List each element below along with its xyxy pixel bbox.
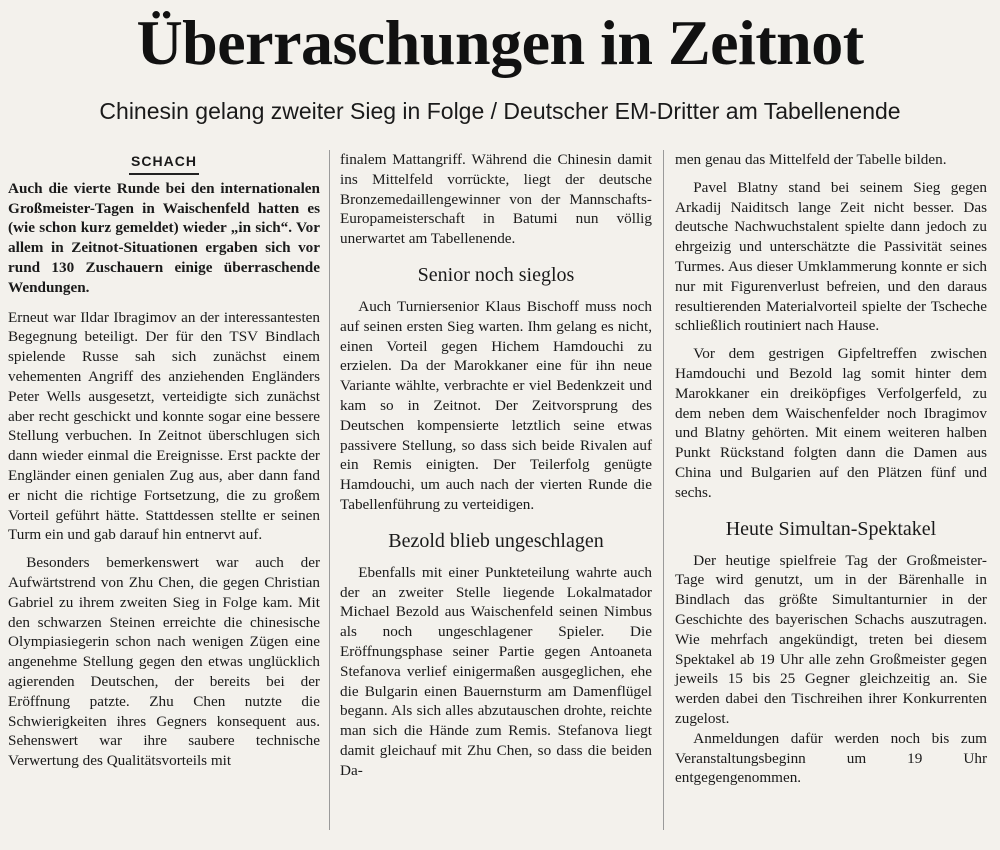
headline: Überraschungen in Zeitnot: [136, 7, 864, 78]
section-heading: Bezold blieb ungeschlagen: [388, 529, 604, 552]
body-paragraph: finalem Mattangriff. Während die Chinesin damit ins Mittelfeld vorrückte, liegt der deutsche Bronzemedaillengewinner von der Mannschafts-Europameisterschaft in Batumi nun völlig unerwartet am Tabellenende.: [340, 151, 652, 248]
section-heading: Heute Simultan-Spektakel: [725, 517, 937, 540]
article-column-2: [340, 150, 652, 781]
subheadline: Chinesin gelang zweiter Sieg in Folge / Deutscher EM-Dritter am Tabellenende: [99, 98, 901, 124]
body-paragraph: Vor dem gestrigen Gipfeltreffen zwischen Hamdouchi und Bezold lag somit hinter dem Marokkaner ein dreiköpfiges Verfolgerfeld, zu dem neben dem Waischenfelder noch Ibragimov und Blatny gehörten. Mit einem weiteren halben Punkt Rückstand folgten dann die Damen aus China und Bulgarien auf den Plätzen fünf und sechs.: [675, 345, 987, 501]
lead-paragraph: Auch die vierte Runde bei den internationalen Großmeister-Tagen in Waischenfeld hatten es (wie schon kurz gemeldet) wieder „in sich“. Vor allem in Zeitnot-Situationen ergaben sich vor rund 130 Zuschauern einige überraschende Wendungen.: [8, 179, 320, 296]
body-paragraph: Erneut war Ildar Ibragimov an der interessantesten Begegnung beteiligt. Der für den TSV Bindlach spielende Russe sah sich zunächst einem vehementen Angriff des anziehenden Engländers Peter Wells ausgesetzt, verteidigte sich zunächst aber recht geschickt und konnte sogar eine bessere Stellung verbuchen. In Zeitnot überschlugen sich dann wieder einmal die Ereignisse. Erst packte der Engländer einen genialen Zug aus, aber dann fand er nicht die richtige Fortsetzung, die zu großem Vorteil geführt hätte. Stattdessen stellte er seinen Turm ein und gab darauf hin entnervt auf.: [8, 308, 320, 544]
body-paragraph: Auch Turniersenior Klaus Bischoff muss noch auf seinen ersten Sieg warten. Ihm gelang es nicht, einen Vorteil gegen Hichem Hamdouchi zu erzielen. Da der Marokkaner eine für ihn neue Variante wählte, verbrachte er viel Bedenkzeit und kam so in Zeitnot. Der Zeitvorsprung des Deutschen kompensierte letztlich seine etwas passivere Stellung, so dass sich beide Rivalen auf ein Remis einigten. Der Teilerfolg genügte Hamdouchi, um auch nach der vierten Runde die Tabellenführung zu verteidigen.: [340, 297, 652, 513]
body-paragraph: men genau das Mittelfeld der Tabelle bilden.: [675, 151, 947, 168]
body-paragraph: Besonders bemerkenswert war auch der Aufwärtstrend von Zhu Chen, die gegen Christian Gabriel zu ihrem zweiten Sieg in Folge kam. Mit den schwarzen Steinen erreichte die chinesische Olympiasiegerin schon nach wenigen Zügen eine angenehme Stellung gegen den etwas unglücklich agierenden Deutschen, der bereits bei der Eröffnung patzte. Zhu Chen nutzte die Schwierigkeiten ihres Gegners konsequent aus. Sehenswert war ihre saubere technische Verwertung des Qualitätsvorteils mit: [8, 554, 320, 770]
column-divider: [329, 150, 330, 830]
article-column-1: [8, 150, 320, 771]
column-divider: [663, 150, 664, 830]
body-paragraph: Anmeldungen dafür werden noch bis zum Veranstaltungsbeginn um 19 Uhr entgegengenommen.: [675, 729, 987, 787]
kicker-wrapper: [8, 152, 320, 175]
section-kicker: SCHACH: [129, 152, 199, 175]
body-paragraph: Der heutige spielfreie Tag der Großmeister-Tage wird genutzt, um in der Bärenhalle in Bindlach das größte Simultanturnier in der Geschichte des bayerischen Schachs auszutragen. Wie mehrfach angekündigt, treten bei diesem Spektakel ab 19 Uhr alle zehn Großmeister gegen jeweils 15 bis 25 Gegner gleichzeitig an. Sie werden dabei den Tischreihen ihrer Konkurrenten zugelost.: [675, 551, 987, 727]
body-paragraph: Ebenfalls mit einer Punkteteilung wahrte auch der an zweiter Stelle liegende Lokalmatador Michael Bezold aus Waischenfeld seinen Nimbus als noch ungeschlagener Spieler. Die Eröffnungsphase seiner Partie gegen Antoaneta Stefanova verlief einigermaßen ausgeglichen, ehe die Bulgarin einen Bauernsturm am Damenflügel begann. Als sich alles abzutauschen drohte, reichte man sich die Hände zum Remis. Stefanova liegt damit gleichauf mit Zhu Chen, so dass die beiden Da-: [340, 563, 652, 779]
article-column-3: [675, 150, 987, 788]
body-paragraph: Pavel Blatny stand bei seinem Sieg gegen Arkadij Naiditsch lange Zeit nicht besser. Das deutsche Nachwuchstalent spielte dann jedoch zu ehrgeizig und unterschätzte die Passivität seines Turmes. Aus dieser Umklammerung konnte er sich nur mit Figurenverlust befreien, und den daraus resultierenden Materialvorteil spielte der Tscheche schließlich routiniert nach Hause.: [675, 178, 987, 335]
section-heading: Senior noch sieglos: [417, 263, 575, 286]
